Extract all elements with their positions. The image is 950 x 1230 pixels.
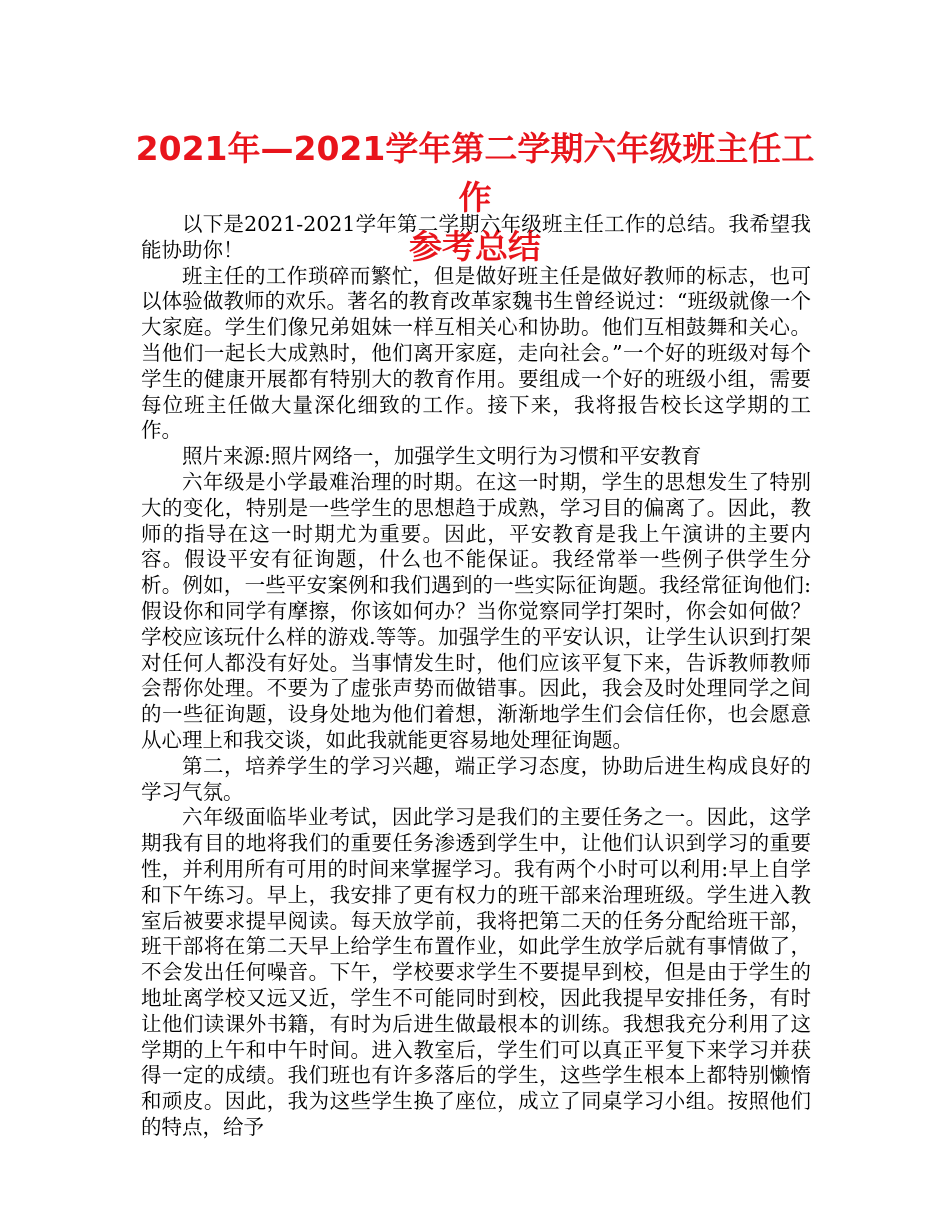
paragraph-safety: 六年级是小学最难治理的时期。在这一时期，学生的思想发生了特别大的变化，特别是一些学生的思想趋于成熟，学习目的偏离了。因此，教师的指导在这一时期尤为重要。因此，平安教育是我上午演讲的主要内容。假设平安有征询题，什么也不能保证。我经常举一些例子供学生分析。例如，一些平安案例和我们遇到的一些实际征询题。我经常征询他们:假设你和同学有摩擦，你该如何办？当你觉察同学打架时，你会如何做？学校应该玩什么样的游戏.等等。加强学生的平安认识，让学生认识到打架对任何人都没有好处。当事情发生时，他们应该平复下来，告诉教师教师会帮你处理。不要为了虚张声势而做错事。因此，我会及时处理同学之间的一些征询题，设身处地为他们着想，渐渐地学生们会信任你，也会愿意从心理上和我交谈，如此我就能更容易地处理征询题。 bbox=[141, 469, 811, 752]
title-line-2: 参考总结 bbox=[409, 227, 541, 266]
paragraph-intro: 以下是2021-2021学年第二学期六年级班主任工作的总结。我希望我能协助你！ bbox=[141, 212, 811, 262]
paragraph-section-one-heading: 照片来源:照片网络一，加强学生文明行为习惯和平安教育 bbox=[182, 444, 702, 469]
document-body bbox=[141, 212, 811, 1141]
paragraph-study: 六年级面临毕业考试，因此学习是我们的主要任务之一。因此，这学期我有目的地将我们的重要任务渗透到学生中，让他们认识到学习的重要性，并利用所有可用的时间来掌握学习。我有两个小时可以利用:早上自学和下午练习。早上，我安排了更有权力的班干部来治理班级。学生进入教室后被要求提早阅读。每天放学前，我将把第二天的任务分配给班干部，班干部将在第二天早上给学生布置作业，如此学生放学后就有事情做了，不会发出任何噪音。下午，学校要求学生不要提早到校，但是由于学生的地址离学校又远又近，学生不可能同时到校，因此我提早安排任务，有时让他们读课外书籍，有时为后进生做最根本的训练。我想我充分利用了这学期的上午和中午时间。进入教室后，学生们可以真正平复下来学习并获得一定的成绩。我们班也有许多落后的学生，这些学生根本上都特别懒惰和顽皮。因此，我为这些学生换了座位，成立了同桌学习小组。按照他们的特点，给予 bbox=[141, 805, 811, 1139]
paragraph-section-two-heading: 第二，培养学生的学习兴趣，端正学习态度，协助后进生构成良好的学习气氛。 bbox=[141, 753, 811, 804]
title-line-1: 2021年—2021学年第二学期六年级班主任工作 bbox=[135, 129, 815, 217]
paragraph-role: 班主任的工作琐碎而繁忙，但是做好班主任是做好教师的标志，也可以体验做教师的欢乐。著名的教育改革家魏书生曾经说过：“班级就像一个大家庭。学生们像兄弟姐妹一样互相关心和协助。他们互相鼓舞和关心。当他们一起长大成熟时，他们离开家庭，走向社会。”一个好的班级对每个学生的健康开展都有特别大的教育作用。要组成一个好的班级小组，需要每位班主任做大量深化细致的工作。接下来，我将报告校长这学期的工作。 bbox=[141, 263, 811, 443]
